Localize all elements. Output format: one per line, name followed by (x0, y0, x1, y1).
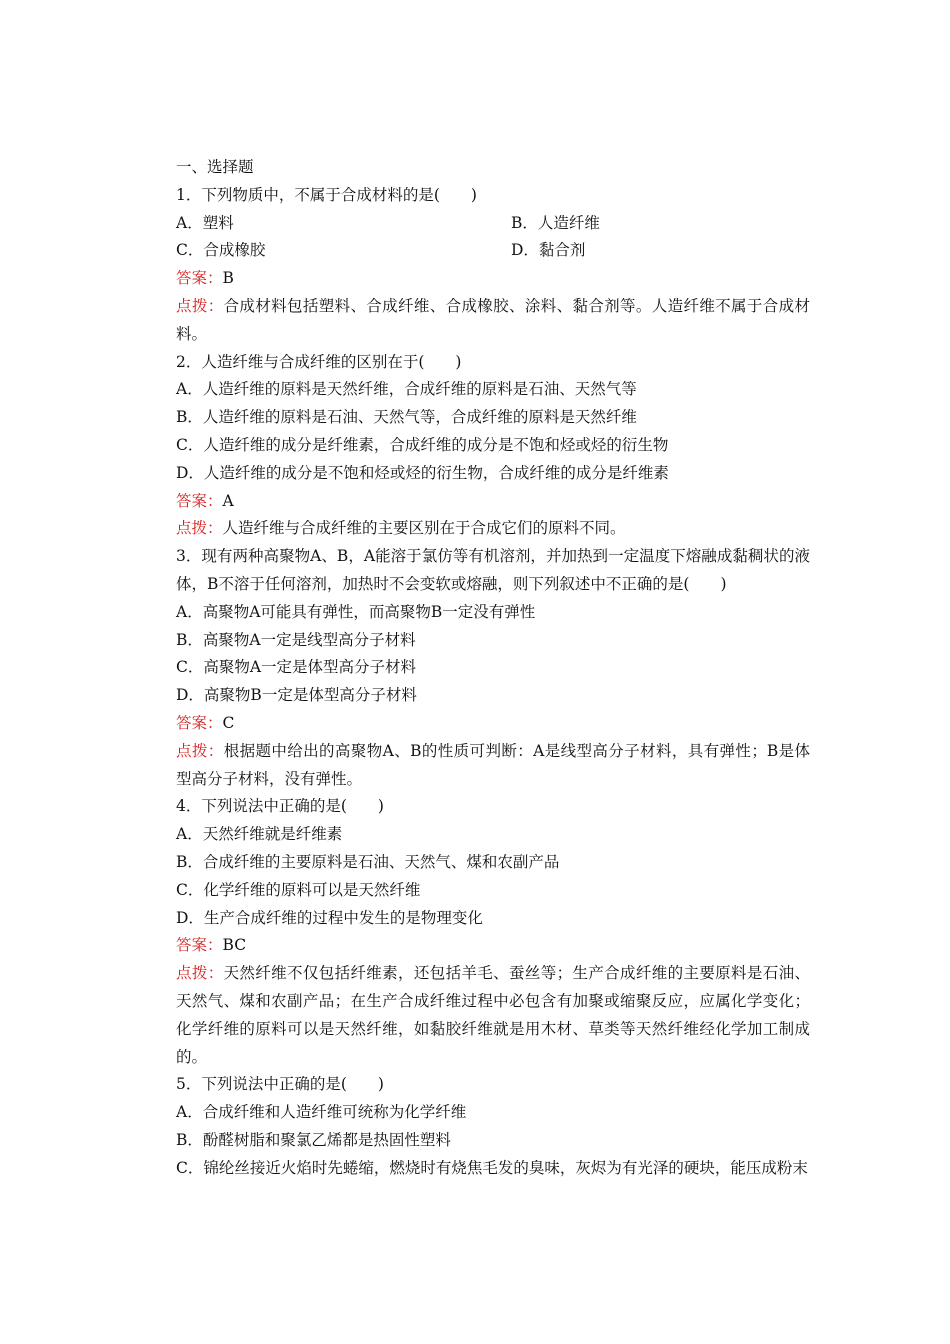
hint-text: 天然纤维不仅包括纤维素，还包括羊毛、蚕丝等；生产合成纤维的主要原料是石油、天然气、煤和农副产品；在生产合成纤维过程中必包含有加聚或缩聚反应，应属化学变化；化学纤维的原料可以是天然纤维，如黏胶纤维就是用木材、草类等天然纤维经化学加工制成的。 (176, 964, 810, 1066)
hint-text: 合成材料包括塑料、合成纤维、合成橡胶、涂料、黏合剂等。人造纤维不属于合成材料。 (176, 296, 810, 343)
option-d: D．高聚物B一定是体型高分子材料 (176, 686, 417, 705)
question-1-options-row-1 (146, 210, 810, 238)
question-1-stem: 1．下列物质中，不属于合成材料的是( ) (176, 185, 477, 204)
option-a: A．合成纤维和人造纤维可统称为化学纤维 (176, 1103, 467, 1122)
question-2-answer (146, 488, 810, 516)
section-title: 一、选择题 (176, 158, 254, 176)
question-3-hint (146, 738, 810, 794)
option-b: B．合成纤维的主要原料是石油、天然气、煤和农副产品 (176, 852, 560, 871)
option-a: A．天然纤维就是纤维素 (176, 825, 343, 844)
hint-text: 人造纤维与合成纤维的主要区别在于合成它们的原料不同。 (222, 519, 626, 538)
question-3-answer (146, 710, 810, 738)
hint-label: 点拨： (176, 519, 223, 538)
answer-label: 答案： (176, 713, 223, 732)
answer-label: 答案： (176, 491, 223, 510)
option-d: D．黏合剂 (511, 241, 586, 260)
answer-value: BC (222, 936, 247, 955)
question-4-hint (146, 960, 810, 1071)
hint-label: 点拨： (176, 296, 224, 315)
question-1-answer (146, 265, 810, 293)
question-4-stem: 4．下列说法中正确的是( ) (176, 797, 384, 816)
hint-label: 点拨： (176, 964, 224, 983)
answer-value: B (222, 269, 234, 288)
option-b: B．人造纤维的原料是石油、天然气等，合成纤维的原料是天然纤维 (176, 408, 637, 427)
hint-label: 点拨： (176, 741, 224, 760)
question-1-hint (146, 293, 810, 349)
option-b: B．高聚物A一定是线型高分子材料 (176, 630, 416, 649)
answer-value: C (222, 713, 235, 732)
option-b: B．人造纤维 (511, 213, 600, 232)
option-c: C．化学纤维的原料可以是天然纤维 (176, 880, 421, 899)
question-5-stem: 5．下列说法中正确的是( ) (176, 1075, 384, 1094)
option-d: D．人造纤维的成分是不饱和烃或烃的衍生物，合成纤维的成分是纤维素 (176, 463, 669, 482)
answer-label: 答案： (176, 936, 223, 955)
option-c: C．高聚物A一定是体型高分子材料 (176, 658, 417, 677)
option-a: A．人造纤维的原料是天然纤维，合成纤维的原料是石油、天然气等 (176, 380, 637, 399)
document-page (146, 154, 810, 1182)
option-c: C．人造纤维的成分是纤维素，合成纤维的成分是不饱和烃或烃的衍生物 (176, 435, 669, 454)
option-d: D．生产合成纤维的过程中发生的是物理变化 (176, 908, 483, 927)
question-2-stem: 2．人造纤维与合成纤维的区别在于( ) (176, 352, 462, 371)
question-3-stem: 3．现有两种高聚物A、B，A能溶于氯仿等有机溶剂，并加热到一定温度下熔融成黏稠状的液体，B不溶于任何溶剂，加热时不会变软或熔融，则下列叙述中不正确的是( ) (176, 547, 810, 593)
question-1-options-row-2 (146, 237, 810, 265)
option-b: B．酚醛树脂和聚氯乙烯都是热固性塑料 (176, 1130, 451, 1149)
hint-text: 根据题中给出的高聚物A、B的性质可判断：A是线型高分子材料，具有弹性；B是体型高分子材料，没有弹性。 (176, 741, 810, 788)
option-a: A．塑料 (176, 213, 234, 232)
answer-label: 答案： (176, 269, 223, 288)
option-c: C．锦纶丝接近火焰时先蜷缩，燃烧时有烧焦毛发的臭味，灰烬为有光泽的硬块，能压成粉末 (176, 1158, 808, 1177)
question-2-hint (146, 515, 810, 543)
question-4-answer (146, 932, 810, 960)
option-c: C．合成橡胶 (176, 241, 266, 260)
answer-value: A (222, 491, 234, 510)
option-a: A．高聚物A可能具有弹性，而高聚物B一定没有弹性 (176, 602, 536, 621)
